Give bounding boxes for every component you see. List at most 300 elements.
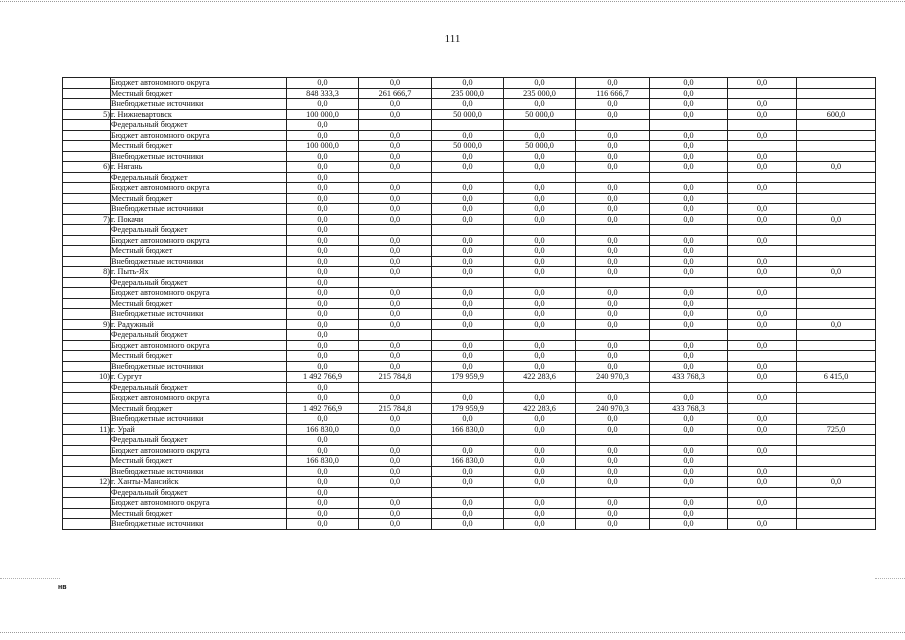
- value-cell: [432, 435, 504, 446]
- value-cell: 0,0: [359, 309, 432, 320]
- row-number: [63, 151, 111, 162]
- value-cell: 0,0: [504, 130, 576, 141]
- funding-source: г. Нягань: [111, 162, 287, 173]
- value-cell: [576, 120, 650, 131]
- row-number: [63, 351, 111, 362]
- value-cell: 0,0: [728, 477, 797, 488]
- value-cell: 0,0: [728, 183, 797, 194]
- value-cell: 6 415,0: [797, 372, 876, 383]
- value-cell: 0,0: [287, 204, 359, 215]
- value-cell: 0,0: [359, 498, 432, 509]
- value-cell: 0,0: [432, 162, 504, 173]
- row-number: [63, 78, 111, 89]
- funding-source: Внебюджетные источники: [111, 361, 287, 372]
- funding-source: Федеральный бюджет: [111, 435, 287, 446]
- value-cell: 0,0: [650, 414, 728, 425]
- value-cell: 0,0: [504, 183, 576, 194]
- value-cell: [797, 235, 876, 246]
- value-cell: [504, 382, 576, 393]
- value-cell: 0,0: [432, 193, 504, 204]
- value-cell: 0,0: [576, 246, 650, 257]
- value-cell: 0,0: [359, 256, 432, 267]
- value-cell: 0,0: [576, 393, 650, 404]
- row-number: 9): [63, 319, 111, 330]
- value-cell: 179 959,9: [432, 403, 504, 414]
- row-number: [63, 204, 111, 215]
- value-cell: 0,0: [432, 498, 504, 509]
- value-cell: 0,0: [650, 235, 728, 246]
- funding-source: Местный бюджет: [111, 193, 287, 204]
- value-cell: 0,0: [359, 151, 432, 162]
- value-cell: [797, 340, 876, 351]
- value-cell: 0,0: [576, 141, 650, 152]
- value-cell: 0,0: [359, 267, 432, 278]
- table-row: [63, 498, 876, 509]
- value-cell: 0,0: [728, 319, 797, 330]
- value-cell: 0,0: [576, 424, 650, 435]
- value-cell: 0,0: [504, 414, 576, 425]
- value-cell: 0,0: [504, 99, 576, 110]
- value-cell: [797, 151, 876, 162]
- value-cell: 0,0: [287, 519, 359, 530]
- value-cell: 725,0: [797, 424, 876, 435]
- value-cell: 0,0: [728, 267, 797, 278]
- value-cell: 0,0: [359, 361, 432, 372]
- value-cell: 0,0: [576, 109, 650, 120]
- value-cell: [504, 120, 576, 131]
- row-number: [63, 130, 111, 141]
- value-cell: 0,0: [504, 235, 576, 246]
- row-number: 8): [63, 267, 111, 278]
- value-cell: 0,0: [650, 141, 728, 152]
- value-cell: [576, 487, 650, 498]
- value-cell: 0,0: [359, 130, 432, 141]
- funding-source: Местный бюджет: [111, 246, 287, 257]
- value-cell: 0,0: [650, 288, 728, 299]
- value-cell: [650, 120, 728, 131]
- value-cell: 0,0: [650, 309, 728, 320]
- value-cell: 0,0: [576, 235, 650, 246]
- value-cell: [728, 120, 797, 131]
- value-cell: 0,0: [650, 78, 728, 89]
- row-number: 11): [63, 424, 111, 435]
- value-cell: [797, 393, 876, 404]
- margin-rule-right: [875, 578, 905, 579]
- value-cell: [504, 330, 576, 341]
- funding-source: Местный бюджет: [111, 141, 287, 152]
- value-cell: [797, 351, 876, 362]
- value-cell: 0,0: [432, 214, 504, 225]
- funding-source: Внебюджетные источники: [111, 466, 287, 477]
- row-number: [63, 99, 111, 110]
- table-row: [63, 267, 876, 278]
- value-cell: 0,0: [728, 256, 797, 267]
- value-cell: 0,0: [432, 445, 504, 456]
- row-number: [63, 256, 111, 267]
- value-cell: 0,0: [359, 340, 432, 351]
- value-cell: [728, 172, 797, 183]
- value-cell: 0,0: [797, 214, 876, 225]
- value-cell: [728, 225, 797, 236]
- funding-source: Бюджет автономного округа: [111, 445, 287, 456]
- value-cell: 0,0: [287, 99, 359, 110]
- table-row: [63, 403, 876, 414]
- value-cell: 0,0: [728, 466, 797, 477]
- value-cell: 0,0: [650, 361, 728, 372]
- value-cell: [728, 435, 797, 446]
- table-row: [63, 214, 876, 225]
- value-cell: 0,0: [650, 519, 728, 530]
- value-cell: [728, 298, 797, 309]
- value-cell: [576, 435, 650, 446]
- value-cell: 0,0: [287, 498, 359, 509]
- row-number: [63, 298, 111, 309]
- value-cell: 433 768,3: [650, 372, 728, 383]
- value-cell: 0,0: [432, 298, 504, 309]
- value-cell: 0,0: [432, 130, 504, 141]
- value-cell: 0,0: [287, 288, 359, 299]
- value-cell: 0,0: [650, 477, 728, 488]
- value-cell: [797, 246, 876, 257]
- value-cell: [359, 172, 432, 183]
- row-number: 6): [63, 162, 111, 173]
- value-cell: 0,0: [359, 235, 432, 246]
- value-cell: [797, 498, 876, 509]
- value-cell: 0,0: [576, 267, 650, 278]
- value-cell: 0,0: [504, 519, 576, 530]
- value-cell: 0,0: [650, 456, 728, 467]
- funding-source: Бюджет автономного округа: [111, 340, 287, 351]
- value-cell: [797, 172, 876, 183]
- value-cell: 0,0: [287, 330, 359, 341]
- value-cell: 0,0: [728, 498, 797, 509]
- value-cell: 0,0: [359, 424, 432, 435]
- value-cell: [797, 414, 876, 425]
- row-number: [63, 498, 111, 509]
- value-cell: [728, 351, 797, 362]
- value-cell: 0,0: [359, 214, 432, 225]
- value-cell: 0,0: [359, 193, 432, 204]
- value-cell: [359, 435, 432, 446]
- value-cell: 0,0: [797, 267, 876, 278]
- value-cell: 0,0: [432, 519, 504, 530]
- value-cell: 0,0: [650, 214, 728, 225]
- value-cell: 0,0: [576, 214, 650, 225]
- value-cell: 0,0: [728, 393, 797, 404]
- value-cell: 0,0: [504, 267, 576, 278]
- value-cell: 0,0: [287, 466, 359, 477]
- value-cell: 0,0: [359, 319, 432, 330]
- value-cell: 0,0: [359, 477, 432, 488]
- value-cell: [797, 288, 876, 299]
- value-cell: 0,0: [287, 435, 359, 446]
- row-number: [63, 456, 111, 467]
- row-number: [63, 225, 111, 236]
- value-cell: [432, 120, 504, 131]
- value-cell: [359, 277, 432, 288]
- value-cell: 0,0: [728, 214, 797, 225]
- funding-source: Местный бюджет: [111, 351, 287, 362]
- value-cell: 0,0: [287, 393, 359, 404]
- value-cell: 0,0: [728, 235, 797, 246]
- row-number: 5): [63, 109, 111, 120]
- value-cell: 600,0: [797, 109, 876, 120]
- funding-source: Местный бюджет: [111, 456, 287, 467]
- value-cell: 215 784,8: [359, 403, 432, 414]
- value-cell: [797, 309, 876, 320]
- value-cell: [797, 277, 876, 288]
- value-cell: 0,0: [432, 361, 504, 372]
- value-cell: [797, 225, 876, 236]
- value-cell: 0,0: [504, 214, 576, 225]
- value-cell: [797, 487, 876, 498]
- value-cell: [797, 508, 876, 519]
- value-cell: [728, 403, 797, 414]
- funding-source: Федеральный бюджет: [111, 382, 287, 393]
- budget-table: [62, 77, 876, 530]
- value-cell: 0,0: [650, 508, 728, 519]
- funding-source: Бюджет автономного округа: [111, 78, 287, 89]
- value-cell: 0,0: [432, 466, 504, 477]
- value-cell: [650, 330, 728, 341]
- value-cell: 0,0: [432, 351, 504, 362]
- table-row: [63, 256, 876, 267]
- value-cell: [504, 277, 576, 288]
- value-cell: 0,0: [576, 466, 650, 477]
- value-cell: 0,0: [432, 477, 504, 488]
- value-cell: 0,0: [287, 445, 359, 456]
- value-cell: [359, 382, 432, 393]
- table-row: [63, 487, 876, 498]
- value-cell: [650, 382, 728, 393]
- value-cell: 0,0: [504, 78, 576, 89]
- value-cell: 0,0: [359, 519, 432, 530]
- value-cell: [504, 172, 576, 183]
- row-number: [63, 309, 111, 320]
- value-cell: [504, 225, 576, 236]
- value-cell: 0,0: [650, 99, 728, 110]
- value-cell: [728, 382, 797, 393]
- value-cell: 0,0: [504, 361, 576, 372]
- value-cell: 1 492 766,9: [287, 372, 359, 383]
- value-cell: 0,0: [576, 508, 650, 519]
- table-row: [63, 519, 876, 530]
- value-cell: [797, 456, 876, 467]
- value-cell: 235 000,0: [432, 88, 504, 99]
- value-cell: 0,0: [650, 193, 728, 204]
- table-row: [63, 235, 876, 246]
- table-row: [63, 288, 876, 299]
- value-cell: [728, 141, 797, 152]
- value-cell: 0,0: [287, 225, 359, 236]
- value-cell: [650, 277, 728, 288]
- value-cell: 0,0: [287, 309, 359, 320]
- value-cell: 0,0: [359, 141, 432, 152]
- table-row: [63, 508, 876, 519]
- value-cell: 0,0: [287, 477, 359, 488]
- value-cell: 50 000,0: [432, 109, 504, 120]
- value-cell: 0,0: [432, 246, 504, 257]
- row-number: [63, 246, 111, 257]
- funding-source: Федеральный бюджет: [111, 277, 287, 288]
- funding-source: г. Пыть-Ях: [111, 267, 287, 278]
- value-cell: 215 784,8: [359, 372, 432, 383]
- value-cell: 0,0: [504, 288, 576, 299]
- funding-source: Бюджет автономного округа: [111, 183, 287, 194]
- row-number: [63, 120, 111, 131]
- value-cell: 0,0: [359, 288, 432, 299]
- row-number: [63, 435, 111, 446]
- row-number: [63, 172, 111, 183]
- value-cell: 0,0: [359, 109, 432, 120]
- value-cell: 0,0: [432, 393, 504, 404]
- value-cell: 0,0: [287, 120, 359, 131]
- table-row: [63, 456, 876, 467]
- row-number: [63, 340, 111, 351]
- value-cell: [359, 225, 432, 236]
- value-cell: 0,0: [728, 361, 797, 372]
- value-cell: 0,0: [576, 204, 650, 215]
- value-cell: 0,0: [504, 309, 576, 320]
- funding-source: г. Ханты-Мансийск: [111, 477, 287, 488]
- row-number: [63, 487, 111, 498]
- table-row: [63, 393, 876, 404]
- funding-source: Федеральный бюджет: [111, 225, 287, 236]
- table-row: [63, 183, 876, 194]
- value-cell: 0,0: [359, 393, 432, 404]
- value-cell: 0,0: [287, 277, 359, 288]
- value-cell: [650, 487, 728, 498]
- value-cell: 0,0: [432, 309, 504, 320]
- table-row: [63, 78, 876, 89]
- funding-source: Внебюджетные источники: [111, 99, 287, 110]
- row-number: [63, 361, 111, 372]
- row-number: [63, 508, 111, 519]
- value-cell: 0,0: [576, 319, 650, 330]
- value-cell: 0,0: [797, 162, 876, 173]
- funding-source: Бюджет автономного округа: [111, 498, 287, 509]
- value-cell: 0,0: [359, 456, 432, 467]
- row-number: [63, 414, 111, 425]
- value-cell: [504, 435, 576, 446]
- bottom-scan-rule: [0, 632, 905, 633]
- value-cell: 0,0: [650, 162, 728, 173]
- value-cell: 0,0: [650, 183, 728, 194]
- value-cell: 0,0: [576, 361, 650, 372]
- value-cell: 0,0: [650, 130, 728, 141]
- value-cell: 166 830,0: [287, 456, 359, 467]
- value-cell: [728, 277, 797, 288]
- value-cell: 0,0: [650, 246, 728, 257]
- value-cell: 0,0: [576, 162, 650, 173]
- value-cell: [728, 330, 797, 341]
- row-number: [63, 193, 111, 204]
- value-cell: [576, 382, 650, 393]
- row-number: [63, 403, 111, 414]
- row-number: [63, 88, 111, 99]
- value-cell: [797, 204, 876, 215]
- row-number: [63, 235, 111, 246]
- funding-source: Местный бюджет: [111, 508, 287, 519]
- funding-source: Федеральный бюджет: [111, 487, 287, 498]
- value-cell: 0,0: [287, 256, 359, 267]
- value-cell: 0,0: [287, 235, 359, 246]
- value-cell: 0,0: [650, 319, 728, 330]
- value-cell: 0,0: [432, 414, 504, 425]
- value-cell: 0,0: [576, 130, 650, 141]
- value-cell: 0,0: [504, 319, 576, 330]
- value-cell: 0,0: [650, 445, 728, 456]
- value-cell: 0,0: [359, 466, 432, 477]
- value-cell: 0,0: [576, 477, 650, 488]
- value-cell: [797, 78, 876, 89]
- value-cell: 0,0: [576, 309, 650, 320]
- value-cell: 0,0: [576, 193, 650, 204]
- value-cell: 0,0: [728, 204, 797, 215]
- value-cell: 0,0: [504, 508, 576, 519]
- table-row: [63, 120, 876, 131]
- value-cell: 0,0: [504, 351, 576, 362]
- value-cell: 0,0: [287, 214, 359, 225]
- value-cell: 0,0: [359, 99, 432, 110]
- value-cell: [576, 330, 650, 341]
- value-cell: [728, 88, 797, 99]
- value-cell: 0,0: [504, 393, 576, 404]
- table-row: [63, 445, 876, 456]
- table-row: [63, 88, 876, 99]
- value-cell: [650, 172, 728, 183]
- value-cell: 1 492 766,9: [287, 403, 359, 414]
- margin-rule-left: [0, 578, 60, 579]
- value-cell: 50 000,0: [504, 109, 576, 120]
- value-cell: 0,0: [650, 393, 728, 404]
- value-cell: [797, 193, 876, 204]
- value-cell: 100 000,0: [287, 109, 359, 120]
- table-row: [63, 319, 876, 330]
- value-cell: 0,0: [728, 151, 797, 162]
- value-cell: 0,0: [504, 193, 576, 204]
- value-cell: 0,0: [576, 414, 650, 425]
- value-cell: 848 333,3: [287, 88, 359, 99]
- value-cell: 0,0: [287, 162, 359, 173]
- table-row: [63, 414, 876, 425]
- value-cell: 0,0: [728, 445, 797, 456]
- value-cell: 0,0: [650, 424, 728, 435]
- value-cell: [432, 330, 504, 341]
- value-cell: 0,0: [504, 298, 576, 309]
- value-cell: [797, 88, 876, 99]
- table-row: [63, 130, 876, 141]
- value-cell: 235 000,0: [504, 88, 576, 99]
- value-cell: 0,0: [504, 498, 576, 509]
- value-cell: 0,0: [650, 340, 728, 351]
- row-number: [63, 466, 111, 477]
- value-cell: 0,0: [359, 351, 432, 362]
- row-number: [63, 445, 111, 456]
- value-cell: 116 666,7: [576, 88, 650, 99]
- value-cell: 0,0: [432, 267, 504, 278]
- value-cell: 261 666,7: [359, 88, 432, 99]
- value-cell: 0,0: [287, 172, 359, 183]
- value-cell: 0,0: [576, 298, 650, 309]
- funding-source: Бюджет автономного округа: [111, 130, 287, 141]
- table-row: [63, 466, 876, 477]
- value-cell: 0,0: [797, 319, 876, 330]
- row-number: [63, 277, 111, 288]
- value-cell: 0,0: [287, 340, 359, 351]
- table-row: [63, 309, 876, 320]
- table-row: [63, 298, 876, 309]
